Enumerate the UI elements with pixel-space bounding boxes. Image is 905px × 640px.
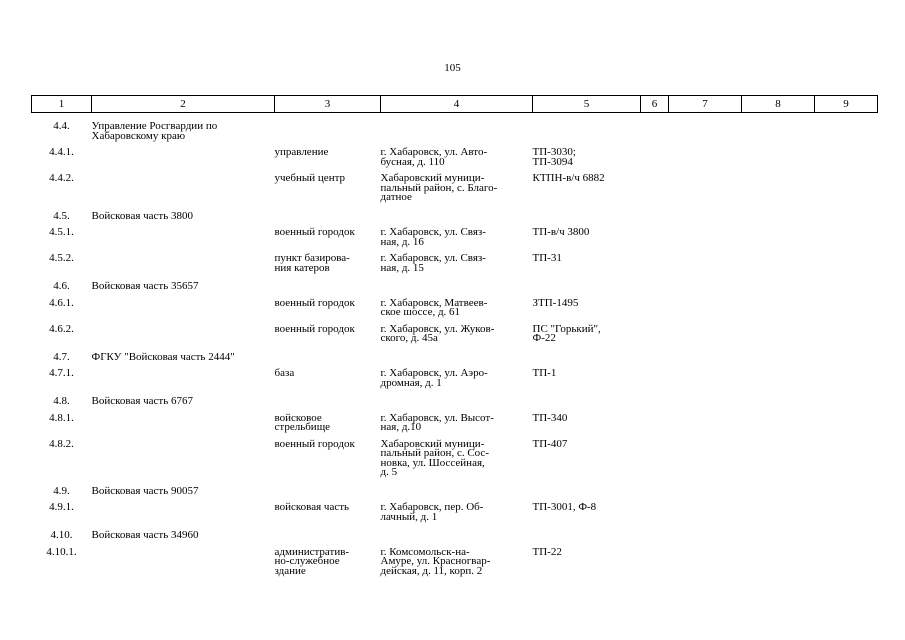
object-cell [275,344,381,363]
power-supply-cell: ТП-в/ч 3800 [532,226,590,238]
table-body [32,113,878,577]
column-header-4: 4 [381,96,533,113]
organization-cell: Войсковая часть 6767 [91,395,194,407]
empty-cell-col-7 [669,167,742,203]
empty-cell-col-8 [742,388,815,407]
object-cell: административ- но-служебное здание [274,545,350,577]
section-row [32,478,878,497]
organization-cell [92,247,275,273]
empty-cell-col-8 [742,407,815,433]
address-cell: г. Хабаровск, ул. Авто- бусная, д. 110 [380,146,488,168]
power-supply-cell: ТП-340 [532,411,568,424]
object-cell: военный городок [274,296,355,309]
empty-cell-col-6 [641,141,669,167]
column-header-3: 3 [275,96,381,113]
organization-cell [92,407,275,433]
empty-cell-col-7 [669,407,742,433]
empty-cell-col-9 [815,496,878,522]
row-number: 4.9. [53,484,70,497]
empty-cell-col-9 [815,167,878,203]
address-cell: Хабаровский муници- пальный район, с. Благо- датное [380,172,498,203]
column-header-2: 2 [92,96,275,113]
power-supply-cell [533,113,641,142]
organization-cell [92,318,275,344]
address-cell [381,273,533,292]
empty-cell-col-8 [742,478,815,497]
organization-cell [92,292,275,318]
address-cell [381,113,533,142]
section-row [32,273,878,292]
empty-cell-col-7 [669,478,742,497]
table-row [32,433,878,478]
object-cell [275,388,381,407]
organization-cell [92,141,275,167]
empty-cell-col-7 [669,496,742,522]
power-supply-cell: КТПН-в/ч 6882 [532,172,605,184]
organization-cell [92,221,275,247]
empty-cell-col-9 [815,292,878,318]
power-supply-cell: ЗТП-1495 [532,296,579,309]
empty-cell-col-6 [641,247,669,273]
empty-cell-col-8 [742,221,815,247]
object-cell: база [274,367,295,379]
column-header-9: 9 [815,96,878,113]
empty-cell-col-6 [641,113,669,142]
empty-cell-col-7 [669,247,742,273]
empty-cell-col-8 [742,292,815,318]
table-row [32,541,878,577]
object-cell [275,113,381,142]
organization-cell: Управление Росгвардии по Хабаровскому краю [91,120,218,142]
power-supply-cell: ТП-3001, Ф-8 [532,501,597,513]
organization-cell: ФГКУ "Войсковая часть 2444" [91,350,235,363]
empty-cell-col-7 [669,388,742,407]
section-row [32,388,878,407]
empty-cell-col-9 [815,522,878,541]
row-number: 4.5.2. [49,252,74,264]
empty-cell-col-7 [669,273,742,292]
table-header-row [32,96,878,113]
empty-cell-col-6 [641,221,669,247]
empty-cell-col-8 [742,141,815,167]
row-number: 4.8.2. [49,437,74,450]
row-number: 4.10. [50,529,73,541]
row-number: 4.5. [53,209,70,222]
address-cell [381,344,533,363]
address-cell: г. Хабаровск, пер. Об- лачный, д. 1 [380,501,484,523]
address-cell: г. Хабаровск, Матвеев- ское шоссе, д. 61 [380,296,488,318]
organization-cell [92,541,275,577]
object-cell: войсковое стрельбище [274,411,331,433]
empty-cell-col-8 [742,318,815,344]
page-number: 105 [444,62,461,74]
organization-cell: Войсковая часть 34960 [91,529,199,541]
empty-cell-col-6 [641,433,669,478]
empty-cell-col-7 [669,433,742,478]
empty-cell-col-9 [815,141,878,167]
row-number: 4.4. [53,120,70,132]
empty-cell-col-9 [815,344,878,363]
empty-cell-col-8 [742,522,815,541]
organization-cell [92,167,275,203]
empty-cell-col-6 [641,292,669,318]
power-supply-cell [533,273,641,292]
organization-cell: Войсковая часть 35657 [91,280,199,292]
empty-cell-col-7 [669,318,742,344]
power-supply-cell: ТП-22 [532,545,562,558]
address-cell: г. Хабаровск, ул. Жуков- ского, д. 45а [380,322,495,344]
empty-cell-col-7 [669,203,742,222]
power-supply-cell: ТП-31 [532,252,562,264]
section-row [32,113,878,142]
section-row [32,203,878,222]
address-cell: г. Хабаровск, ул. Высот- ная, д.10 [380,411,494,433]
empty-cell-col-9 [815,247,878,273]
address-cell: г. Комсомольск-на- Амуре, ул. Красногвар- дейская, д. 11, корп. 2 [380,545,491,577]
address-cell [381,203,533,222]
row-number: 4.8.1. [49,411,74,424]
empty-cell-col-9 [815,433,878,478]
address-cell: г. Хабаровск, ул. Связ- ная, д. 15 [380,252,486,274]
object-cell: военный городок [274,437,355,450]
row-number: 4.6.2. [49,322,74,335]
row-number: 4.8. [53,395,70,407]
empty-cell-col-9 [815,203,878,222]
power-supply-cell: ТП-407 [532,437,568,450]
empty-cell-col-9 [815,318,878,344]
empty-cell-col-9 [815,221,878,247]
object-cell: военный городок [274,226,355,238]
empty-cell-col-6 [641,344,669,363]
row-number: 4.9.1. [49,501,74,513]
empty-cell-col-8 [742,344,815,363]
object-cell: пункт базирова- ния катеров [274,252,350,274]
empty-cell-col-9 [815,113,878,142]
empty-cell-col-9 [815,362,878,388]
empty-cell-col-8 [742,113,815,142]
section-row [32,344,878,363]
organization-cell: Войсковая часть 3800 [91,209,194,222]
row-number: 4.7. [53,350,70,363]
column-header-5: 5 [533,96,641,113]
table-row [32,167,878,203]
row-number: 4.6. [53,280,70,292]
section-row [32,522,878,541]
address-cell [381,478,533,497]
empty-cell-col-6 [641,273,669,292]
empty-cell-col-7 [669,541,742,577]
object-cell [275,522,381,541]
row-number: 4.10.1. [46,545,77,558]
row-number: 4.5.1. [49,226,74,238]
empty-cell-col-9 [815,407,878,433]
power-supply-cell [533,522,641,541]
empty-cell-col-7 [669,113,742,142]
object-cell [275,273,381,292]
empty-cell-col-8 [742,541,815,577]
row-number: 4.6.1. [49,296,74,309]
empty-cell-col-9 [815,541,878,577]
empty-cell-col-6 [641,362,669,388]
empty-cell-col-7 [669,292,742,318]
object-cell: военный городок [274,322,355,335]
empty-cell-col-6 [641,541,669,577]
address-cell [381,388,533,407]
address-cell [381,522,533,541]
power-supply-cell [533,478,641,497]
power-supply-cell [533,388,641,407]
organization-cell [92,496,275,522]
empty-cell-col-7 [669,344,742,363]
empty-cell-col-7 [669,141,742,167]
power-supply-cell: ТП-1 [532,367,557,379]
empty-cell-col-8 [742,433,815,478]
empty-cell-col-7 [669,362,742,388]
organization-cell: Войсковая часть 90057 [91,484,199,497]
empty-cell-col-6 [641,203,669,222]
table-row [32,141,878,167]
row-number: 4.4.2. [49,172,74,184]
empty-cell-col-9 [815,478,878,497]
empty-cell-col-8 [742,362,815,388]
empty-cell-col-6 [641,522,669,541]
empty-cell-col-8 [742,247,815,273]
empty-cell-col-6 [641,167,669,203]
address-cell: Хабаровский муници- пальный район, с. Сос- новка, ул. Шоссейная, д. 5 [380,437,489,478]
power-supply-cell: ТП-3030; ТП-3094 [532,146,576,168]
object-cell [275,478,381,497]
power-supply-cell: ПС "Горький", Ф-22 [532,322,601,344]
empty-cell-col-7 [669,522,742,541]
address-cell: г. Хабаровск, ул. Связ- ная, д. 16 [380,226,486,248]
empty-cell-col-8 [742,273,815,292]
row-number: 4.4.1. [49,146,74,158]
power-supply-cell [533,344,641,363]
table-row [32,247,878,273]
empty-cell-col-8 [742,496,815,522]
empty-cell-col-9 [815,388,878,407]
column-header-7: 7 [669,96,742,113]
empty-cell-col-6 [641,388,669,407]
object-cell [275,203,381,222]
empty-cell-col-9 [815,273,878,292]
table-row [32,221,878,247]
row-number: 4.7.1. [49,367,74,379]
empty-cell-col-6 [641,496,669,522]
column-header-8: 8 [742,96,815,113]
address-cell: г. Хабаровск, ул. Аэро- дромная, д. 1 [380,367,488,389]
empty-cell-col-8 [742,203,815,222]
column-header-6: 6 [641,96,669,113]
column-header-1: 1 [32,96,92,113]
organization-cell [92,433,275,478]
table-row [32,318,878,344]
empty-cell-col-8 [742,167,815,203]
data-table [31,95,878,576]
table-row [32,407,878,433]
object-cell: управление [274,146,329,158]
object-cell: учебный центр [274,172,346,184]
empty-cell-col-7 [669,221,742,247]
object-cell: войсковая часть [274,501,350,513]
organization-cell [92,362,275,388]
table-row [32,362,878,388]
table-row [32,496,878,522]
table-row [32,292,878,318]
power-supply-cell [533,203,641,222]
empty-cell-col-6 [641,318,669,344]
empty-cell-col-6 [641,478,669,497]
empty-cell-col-6 [641,407,669,433]
